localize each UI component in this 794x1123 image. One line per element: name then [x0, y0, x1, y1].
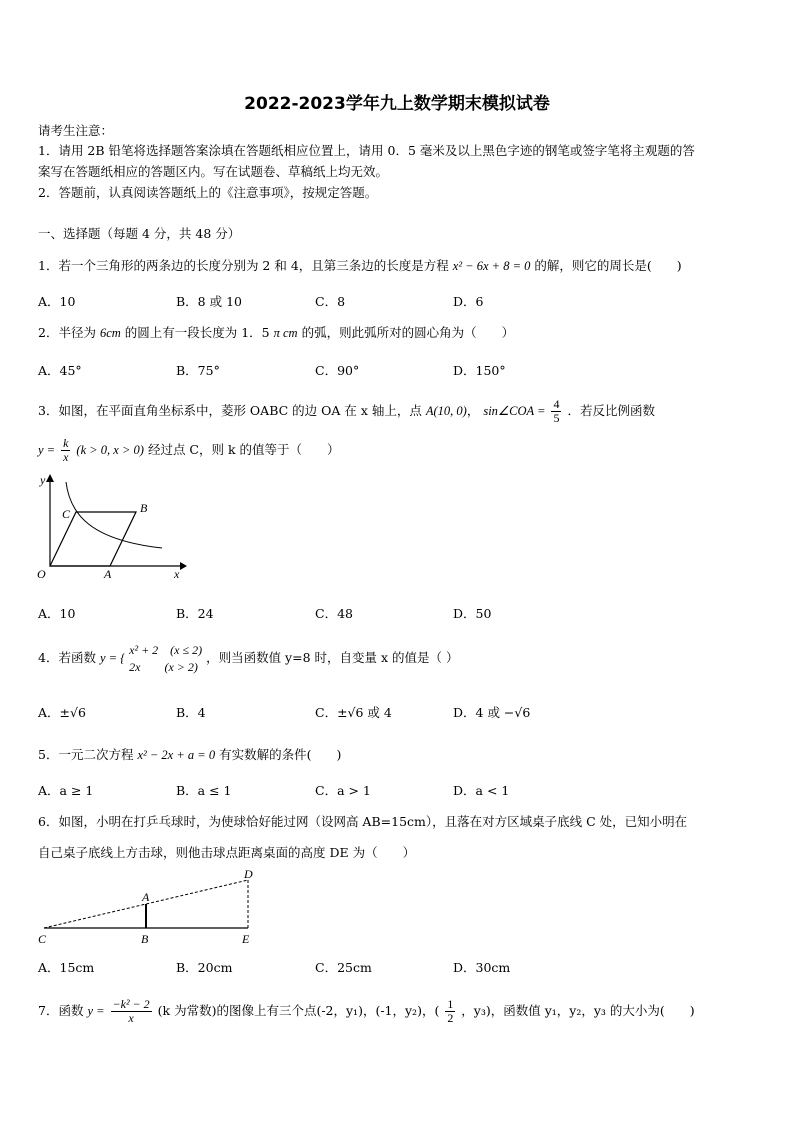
q2-option-a[interactable]: A．45°	[38, 363, 82, 378]
q5-text-b: 有实数解的条件( )	[219, 747, 342, 762]
label-x: x	[174, 567, 180, 581]
q3-figure	[34, 470, 194, 585]
label-c: C	[62, 507, 71, 521]
q2-option-b[interactable]: B．75°	[176, 363, 220, 378]
q6-option-a[interactable]: A．15cm	[38, 960, 95, 975]
q5-option-c[interactable]: C．a > 1	[315, 783, 371, 798]
q5-option-d[interactable]: D．a < 1	[453, 783, 510, 798]
q4-option-c[interactable]: C．±√6 或 4	[315, 705, 392, 720]
q4-option-d[interactable]: D．4 或 −√6	[453, 705, 531, 720]
q2-option-c[interactable]: C．90°	[315, 363, 360, 378]
q3-option-b[interactable]: B．24	[176, 606, 214, 621]
q5-equation: x² − 2x + a = 0	[137, 748, 216, 762]
q3-option-c[interactable]: C．48	[315, 606, 353, 621]
q3-text-b: ．若反比例函数	[567, 403, 655, 418]
q2-text-c: 的弧，则此弧所对的圆心角为（ ）	[301, 325, 515, 340]
question-2	[38, 323, 514, 341]
notice-heading: 请考生注意：	[38, 123, 114, 138]
q2-radius: 6cm	[99, 326, 121, 340]
q6-option-c[interactable]: C．25cm	[315, 960, 372, 975]
q5-option-b[interactable]: B．a ≤ 1	[176, 783, 232, 798]
q1-option-c[interactable]: C．8	[315, 294, 346, 309]
q7-text-a: 7．函数	[38, 1003, 84, 1018]
q4-option-b[interactable]: B．4	[176, 705, 206, 720]
q7-half-fraction: $\frac{1}{2}$	[447, 997, 454, 1025]
hyperbola-curve	[66, 482, 162, 548]
q3-option-d[interactable]: D．50	[453, 606, 492, 621]
label-y: y	[40, 473, 46, 487]
q4-text-b: ，则当函数值 y=8 时，自变量 x 的值是（ ）	[206, 650, 459, 665]
q1-text-a: 1．若一个三角形的两条边的长度分别为 2 和 4，且第三条边的长度是方程	[38, 258, 449, 273]
label-o: O	[37, 567, 46, 581]
question-5	[38, 745, 341, 763]
q1-option-b[interactable]: B．8 或 10	[176, 294, 242, 309]
question-3-line-1	[38, 396, 655, 426]
x-axis-arrow-icon	[180, 562, 187, 570]
q4-y: y = {	[99, 651, 126, 665]
notice-line-3: 2．答题前，认真阅读答题纸上的《注意事项》，按规定答题。	[38, 185, 378, 200]
q5-option-a[interactable]: A．a ≥ 1	[38, 783, 94, 798]
q6-line-2: 自己桌子底线上方击球，则他击球点距离桌面的高度 DE 为（ ）	[38, 845, 416, 860]
q4-case-1: x² + 2 (x ≤ 2)	[129, 642, 203, 657]
label-a: A	[104, 567, 112, 581]
q3-sin-fraction: $\frac{4}{5}$	[553, 397, 560, 425]
label-e: E	[242, 932, 250, 946]
q6-line-1: 6．如图，小明在打乒乓球时，为使球恰好能过网（设网高 AB=15cm），且落在对方区域桌子底线 C 处，已知小明在	[38, 814, 688, 829]
q3-sin: sin∠COA =	[483, 404, 546, 418]
q2-option-d[interactable]: D．150°	[453, 363, 506, 378]
q1-text-b: 的解，则它的周长是( )	[534, 258, 682, 273]
q4-piecewise	[129, 642, 202, 676]
question-3-line-2	[38, 435, 340, 465]
q3-func-prefix: y =	[38, 443, 56, 457]
label-b: B	[140, 501, 148, 515]
q7-text-c: ，y₃)，函数值 y₁，y₂，y₃ 的大小为( )	[461, 1003, 695, 1018]
y-axis-arrow-icon	[46, 474, 54, 482]
q6-figure	[34, 866, 264, 950]
q1-option-a[interactable]: A．10	[38, 294, 76, 309]
label-c: C	[38, 932, 47, 946]
q5-text-a: 5．一元二次方程	[38, 747, 134, 762]
q3-func-condition: (k > 0, x > 0)	[76, 443, 144, 457]
q7-y: y =	[87, 1004, 105, 1018]
q7-text-b: (k 为常数)的图像上有三个点(-2，y₁)，(-1，y₂)，(	[157, 1003, 440, 1018]
page-title: 2022-2023学年九上数学期末模拟试卷	[244, 94, 550, 114]
label-a: A	[142, 890, 150, 904]
q1-equation: x² − 6x + 8 = 0	[452, 259, 531, 273]
q4-option-a[interactable]: A．±√6	[38, 705, 86, 720]
q1-option-d[interactable]: D．6	[453, 294, 484, 309]
q4-text-a: 4．若函数	[38, 650, 96, 665]
q7-fraction: $\frac{\text{−k² − 2}}{x}$	[112, 997, 150, 1025]
label-b: B	[141, 932, 149, 946]
question-1	[38, 256, 682, 274]
q3-func-fraction: $\frac{k}{x}$	[63, 436, 69, 464]
q3-separator: ，	[466, 403, 480, 418]
q3-point-a: A(10, 0)	[425, 404, 467, 418]
q3-text-a: 3．如图，在平面直角坐标系中，菱形 OABC 的边 OA 在 x 轴上，点	[38, 403, 422, 418]
label-d: D	[244, 867, 253, 881]
q2-arc-length: π cm	[273, 326, 298, 340]
question-7	[38, 995, 695, 1027]
q6-option-b[interactable]: B．20cm	[176, 960, 233, 975]
section-heading: 一、选择题（每题 4 分，共 48 分）	[38, 226, 241, 241]
q6-option-d[interactable]: D．30cm	[453, 960, 511, 975]
q2-text-a: 2．半径为	[38, 325, 96, 340]
q2-text-b: 的圆上有一段长度为 1．5	[124, 325, 270, 340]
notice-line-1: 1．请用 2B 铅笔将选择题答案涂填在答题纸相应位置上，请用 0．5 毫米及以上黑色字迹的钢笔或签字笔将主观题的答	[38, 143, 695, 158]
q4-case-2: 2x (x > 2)	[129, 659, 198, 674]
q3-text-c: 经过点 C，则 k 的值等于（ ）	[147, 442, 340, 457]
question-4	[38, 639, 458, 677]
q3-option-a[interactable]: A．10	[38, 606, 76, 621]
notice-line-2: 案写在答题纸相应的答题区内。写在试题卷、草稿纸上均无效。	[38, 164, 389, 179]
